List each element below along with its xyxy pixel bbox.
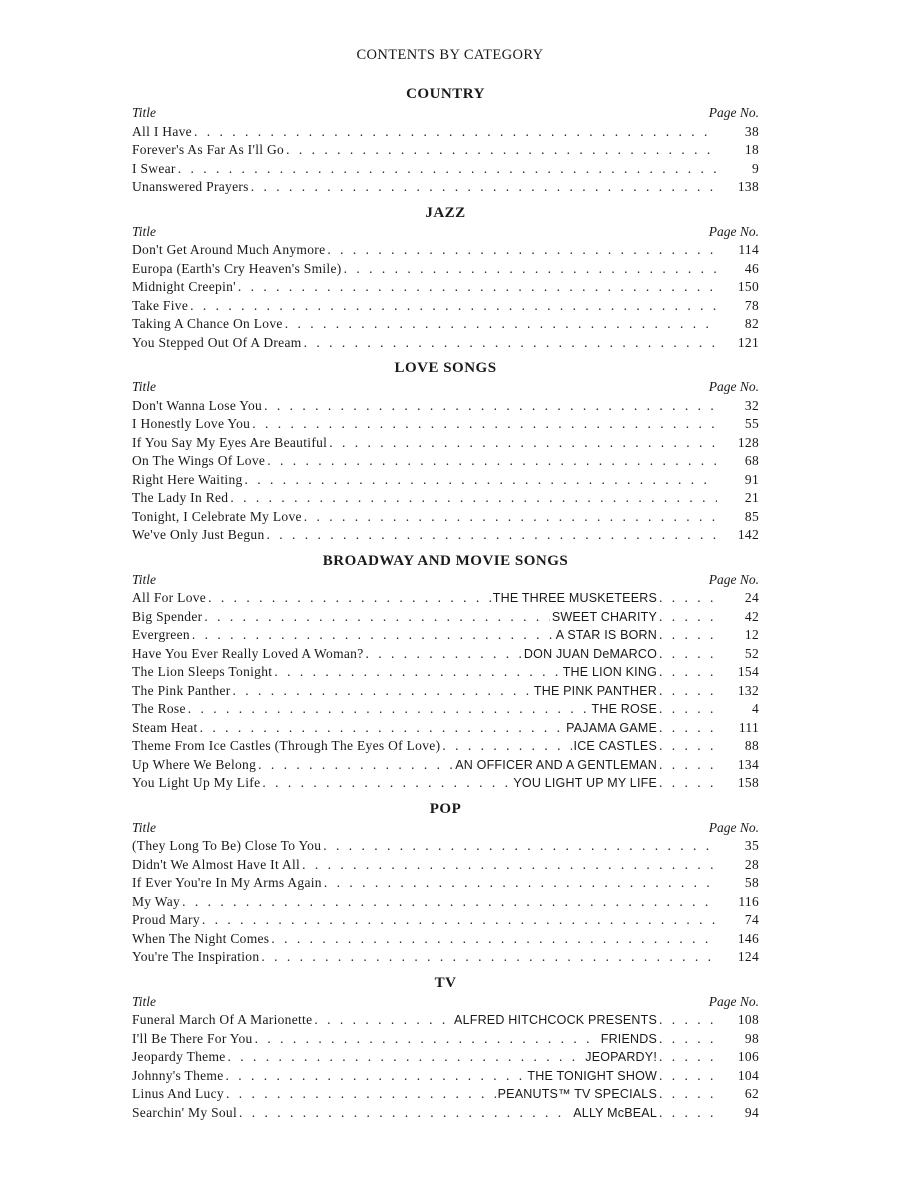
show-name: ALLY McBEAL — [573, 1105, 657, 1120]
column-header-row — [132, 993, 759, 1012]
dot-leader — [271, 930, 717, 949]
page-number: 4 — [751, 701, 759, 716]
song-title: Midnight Creepin' — [132, 279, 236, 294]
column-header-row — [132, 819, 759, 838]
song-title: The Lady In Red — [132, 490, 229, 505]
toc-entry — [132, 874, 759, 893]
toc-entry — [132, 948, 759, 967]
song-title: All For Love — [132, 590, 207, 605]
song-title: The Lion Sleeps Tonight — [132, 664, 273, 679]
song-title: Steam Heat — [132, 719, 198, 735]
song-title: (They Long To Be) Close To You — [132, 838, 322, 853]
toc-entry — [132, 756, 759, 775]
page-number: 146 — [737, 930, 759, 946]
page-number: 124 — [737, 949, 759, 964]
toc-entry — [132, 160, 759, 179]
toc-entry — [132, 774, 759, 793]
category-section — [132, 551, 759, 793]
song-title: Proud Mary — [132, 912, 200, 927]
dot-leader — [304, 334, 717, 353]
dot-leader — [202, 911, 717, 930]
toc-entry — [132, 1085, 759, 1104]
category-heading: LOVE SONGS — [394, 360, 497, 376]
dot-leader — [659, 737, 717, 756]
song-title: Funeral March Of A Marionette — [132, 1012, 313, 1027]
song-title: Big Spender — [132, 608, 203, 624]
dot-leader — [329, 434, 717, 453]
dot-leader — [324, 874, 717, 893]
song-title: If Ever You're In My Arms Again — [132, 875, 322, 890]
dot-leader — [264, 397, 717, 416]
toc-entry — [132, 1048, 759, 1067]
song-title: Linus And Lucy — [132, 1086, 224, 1101]
song-title: Johnny's Theme — [132, 1067, 224, 1083]
dot-leader — [239, 1104, 571, 1123]
page-number: 12 — [744, 627, 759, 642]
song-title: I'll Be There For You — [132, 1030, 253, 1046]
toc-entry — [132, 663, 759, 682]
contents-sections — [132, 84, 759, 1122]
page-number: 62 — [744, 1086, 759, 1101]
dot-leader — [659, 608, 717, 627]
show-name: THE LION KING — [562, 665, 657, 679]
toc-entry — [132, 1067, 759, 1086]
toc-entry — [132, 737, 759, 756]
dot-leader — [245, 471, 717, 490]
song-title: When The Night Comes — [132, 930, 270, 946]
page-number: 28 — [744, 856, 759, 872]
page-column-header: Page No. — [708, 571, 759, 587]
page-number: 104 — [737, 1067, 759, 1083]
dot-leader — [659, 663, 717, 682]
page-number: 91 — [744, 471, 759, 487]
song-title: Jeopardy Theme — [132, 1049, 226, 1064]
column-header-row — [132, 104, 759, 123]
song-title: Forever's As Far As I'll Go — [132, 142, 285, 157]
toc-entry — [132, 434, 759, 453]
page-number: 114 — [738, 242, 759, 257]
toc-entry — [132, 1104, 759, 1123]
toc-entry — [132, 260, 759, 279]
page-number: 132 — [737, 682, 759, 698]
song-title: Have You Ever Really Loved A Woman? — [132, 645, 364, 661]
dot-leader — [659, 1085, 717, 1104]
page-number: 138 — [737, 179, 759, 194]
category-heading: POP — [429, 800, 462, 817]
song-title: I Honestly Love You — [132, 416, 251, 431]
page-number: 24 — [744, 590, 759, 605]
show-name: AN OFFICER AND A GENTLEMAN — [455, 757, 657, 772]
page-column-header: Page No. — [708, 223, 759, 239]
page-number: 78 — [744, 297, 759, 313]
song-title: Didn't We Almost Have It All — [132, 856, 301, 872]
song-title: You Stepped Out Of A Dream — [132, 334, 302, 350]
page-number: 111 — [738, 719, 759, 735]
page-number: 108 — [737, 1012, 759, 1027]
toc-entry — [132, 334, 759, 353]
dot-leader — [190, 297, 717, 316]
title-column-header: Title — [132, 571, 157, 587]
page-number: 116 — [738, 893, 759, 909]
category-section — [132, 84, 759, 197]
dot-leader — [659, 700, 717, 719]
page-number: 142 — [737, 527, 759, 542]
dot-leader — [182, 893, 717, 912]
show-name: A STAR IS BORN — [555, 628, 657, 642]
show-name: PAJAMA GAME — [566, 720, 657, 735]
toc-entry — [132, 930, 759, 949]
dot-leader — [659, 1030, 717, 1049]
show-name: THE THREE MUSKETEERS — [492, 591, 657, 605]
page-number: 150 — [737, 279, 759, 294]
dot-leader — [267, 526, 717, 545]
dot-leader — [274, 663, 560, 682]
category-section — [132, 973, 759, 1123]
song-title: If You Say My Eyes Are Beautiful — [132, 434, 328, 450]
song-title: Right Here Waiting — [132, 471, 243, 487]
page-number: 42 — [744, 608, 759, 624]
show-name: THE TONIGHT SHOW — [527, 1068, 657, 1083]
dot-leader — [194, 123, 717, 142]
page-number: 35 — [744, 838, 759, 853]
toc-entry — [132, 489, 759, 508]
dot-leader — [659, 719, 717, 738]
dot-leader — [344, 260, 717, 279]
dot-leader — [226, 1085, 496, 1104]
page-number: 98 — [744, 1030, 759, 1046]
dot-leader — [366, 645, 522, 664]
title-column-header: Title — [132, 223, 157, 239]
category-section — [132, 358, 759, 545]
page-number: 85 — [744, 508, 759, 524]
show-name: ALFRED HITCHCOCK PRESENTS — [454, 1013, 657, 1027]
dot-leader — [228, 1048, 584, 1067]
page-number: 158 — [737, 775, 759, 790]
category-heading: JAZZ — [425, 204, 466, 221]
page-column-header: Page No. — [708, 819, 759, 835]
dot-leader — [286, 141, 717, 160]
toc-entry — [132, 682, 759, 701]
song-title: Europa (Earth's Cry Heaven's Smile) — [132, 260, 342, 276]
page-column-header: Page No. — [708, 105, 759, 120]
song-title: You Light Up My Life — [132, 775, 261, 790]
dot-leader — [262, 774, 511, 793]
show-name: SWEET CHARITY — [551, 609, 657, 624]
page-number: 9 — [751, 160, 759, 176]
song-title: All I Have — [132, 123, 192, 139]
page-number: 121 — [737, 334, 759, 350]
song-title: Up Where We Belong — [132, 756, 257, 772]
category-heading: BROADWAY AND MOVIE SONGS — [322, 552, 569, 569]
song-title: I Swear — [132, 160, 176, 176]
toc-entry — [132, 241, 759, 260]
song-title: We've Only Just Begun — [132, 527, 265, 542]
page-number: 74 — [744, 912, 759, 927]
toc-entry — [132, 315, 759, 334]
page-number: 88 — [744, 738, 759, 753]
title-column-header: Title — [132, 993, 157, 1009]
page-number: 55 — [744, 416, 759, 431]
toc-entry — [132, 837, 759, 856]
toc-entry — [132, 526, 759, 545]
toc-entry — [132, 645, 759, 664]
dot-leader — [192, 626, 554, 645]
song-title: Take Five — [132, 297, 189, 313]
song-title: Unanswered Prayers — [132, 179, 249, 194]
song-title: Searchin' My Soul — [132, 1104, 238, 1120]
toc-entry — [132, 608, 759, 627]
toc-entry — [132, 415, 759, 434]
dot-leader — [200, 719, 565, 738]
toc-entry — [132, 1030, 759, 1049]
show-name: DON JUAN DeMARCO — [523, 646, 657, 661]
dot-leader — [659, 1011, 717, 1030]
toc-entry — [132, 141, 759, 160]
toc-entry — [132, 856, 759, 875]
page-number: 82 — [744, 316, 759, 331]
toc-entry — [132, 397, 759, 416]
page-number: 154 — [737, 664, 759, 679]
dot-leader — [255, 1030, 599, 1049]
page-number: 38 — [744, 123, 759, 139]
dot-leader — [314, 1011, 452, 1030]
column-header-row — [132, 571, 759, 590]
song-title: My Way — [132, 893, 181, 909]
dot-leader — [251, 178, 717, 197]
show-name: THE ROSE — [591, 702, 657, 716]
toc-entry — [132, 508, 759, 527]
category-section — [132, 203, 759, 353]
dot-leader — [285, 315, 717, 334]
song-title: Tonight, I Celebrate My Love — [132, 508, 302, 524]
dot-leader — [659, 1104, 717, 1123]
dot-leader — [327, 241, 717, 260]
toc-entry — [132, 893, 759, 912]
dot-leader — [233, 682, 532, 701]
dot-leader — [323, 837, 717, 856]
dot-leader — [659, 756, 717, 775]
dot-leader — [226, 1067, 526, 1086]
dot-leader — [188, 700, 590, 719]
show-name: PEANUTS™ TV SPECIALS — [497, 1087, 657, 1101]
song-title: Don't Get Around Much Anymore — [132, 242, 326, 257]
dot-leader — [659, 1067, 717, 1086]
dot-leader — [238, 278, 717, 297]
page-number: 128 — [737, 434, 759, 450]
dot-leader — [659, 682, 717, 701]
category-section — [132, 799, 759, 967]
page-number: 52 — [744, 645, 759, 661]
toc-entry — [132, 123, 759, 142]
dot-leader — [267, 452, 717, 471]
title-column-header: Title — [132, 105, 157, 120]
dot-leader — [659, 626, 717, 645]
toc-entry — [132, 589, 759, 608]
dot-leader — [659, 1048, 717, 1067]
toc-entry — [132, 911, 759, 930]
title-column-header: Title — [132, 819, 157, 835]
song-title: Evergreen — [132, 627, 190, 642]
song-title: On The Wings Of Love — [132, 453, 266, 468]
toc-entry — [132, 178, 759, 197]
page-number: 106 — [737, 1049, 759, 1064]
dot-leader — [252, 415, 717, 434]
toc-entry — [132, 278, 759, 297]
dot-leader — [659, 774, 717, 793]
toc-entry — [132, 1011, 759, 1030]
dot-leader — [659, 645, 717, 664]
show-name: ICE CASTLES — [573, 739, 657, 753]
dot-leader — [302, 856, 717, 875]
toc-entry — [132, 471, 759, 490]
dot-leader — [204, 608, 549, 627]
show-name: THE PINK PANTHER — [533, 683, 657, 698]
song-title: Theme From Ice Castles (Through The Eyes Of Love) — [132, 738, 441, 753]
page-number: 58 — [744, 875, 759, 890]
column-header-row — [132, 378, 759, 397]
page-number: 21 — [744, 490, 759, 505]
song-title: Don't Wanna Lose You — [132, 397, 263, 413]
page-column-header: Page No. — [708, 379, 759, 394]
dot-leader — [230, 489, 717, 508]
dot-leader — [261, 948, 717, 967]
toc-entry — [132, 700, 759, 719]
show-name: YOU LIGHT UP MY LIFE — [513, 776, 657, 790]
page-column-header: Page No. — [708, 993, 759, 1009]
show-name: FRIENDS — [600, 1031, 657, 1046]
dot-leader — [442, 737, 571, 756]
page-title: CONTENTS BY CATEGORY — [356, 47, 544, 63]
dot-leader — [208, 589, 491, 608]
show-name: JEOPARDY! — [585, 1050, 657, 1064]
title-column-header: Title — [132, 379, 157, 394]
dot-leader — [659, 589, 717, 608]
toc-entry — [132, 626, 759, 645]
song-title: You're The Inspiration — [132, 949, 260, 964]
page-number: 46 — [744, 260, 759, 276]
column-header-row — [132, 223, 759, 242]
toc-entry — [132, 297, 759, 316]
dot-leader — [304, 508, 717, 527]
category-heading: COUNTRY — [406, 86, 485, 102]
toc-entry — [132, 452, 759, 471]
category-heading: TV — [434, 974, 457, 991]
toc-entry — [132, 719, 759, 738]
page-number: 68 — [744, 453, 759, 468]
song-title: Taking A Chance On Love — [132, 316, 283, 331]
page-number: 32 — [744, 397, 759, 413]
song-title: The Pink Panther — [132, 682, 231, 698]
song-title: The Rose — [132, 701, 186, 716]
dot-leader — [258, 756, 453, 775]
page-number: 134 — [737, 756, 759, 772]
page-number: 18 — [744, 142, 759, 157]
dot-leader — [178, 160, 717, 179]
page-number: 94 — [744, 1104, 759, 1120]
